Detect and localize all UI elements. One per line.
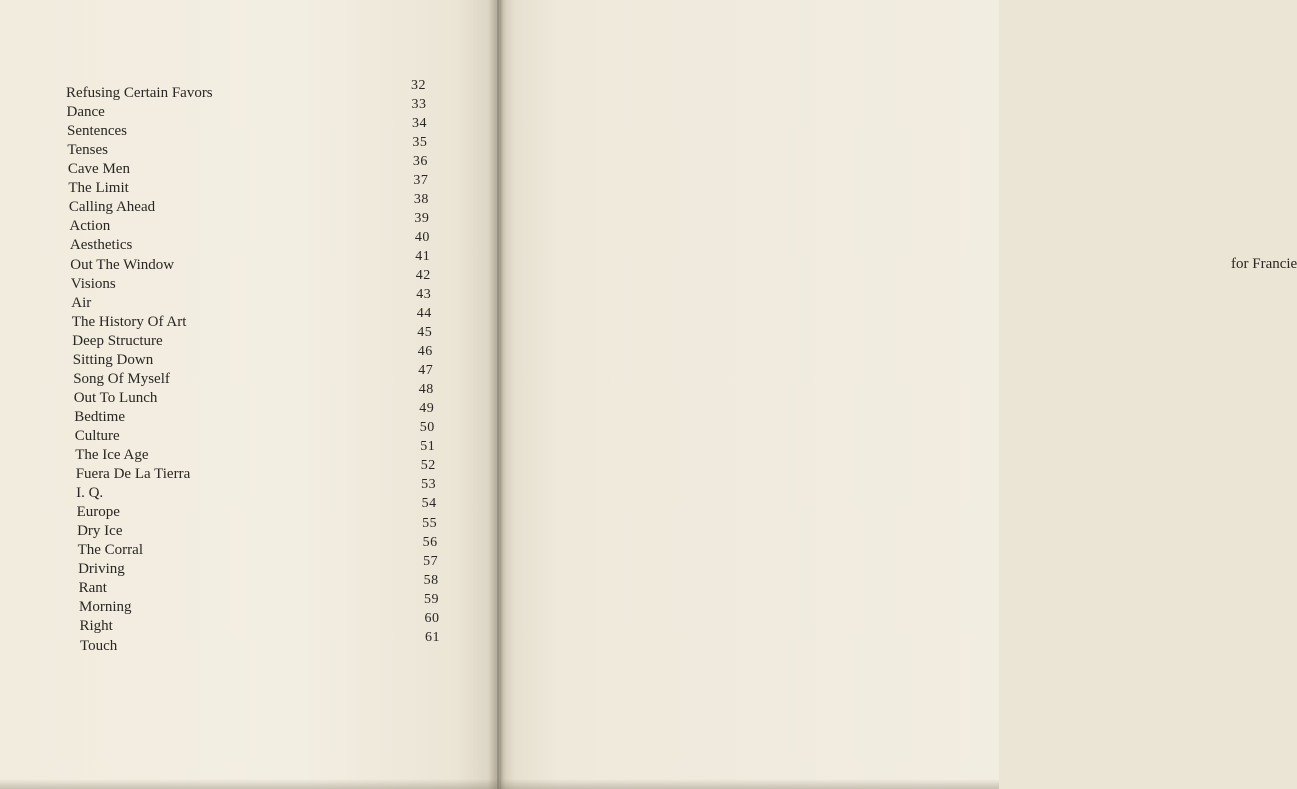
toc-entry-page-number: 50 [419,420,435,436]
toc-entry-page-number: 52 [420,458,436,474]
toc-entry-page-number: 59 [424,591,439,607]
toc-entry-title: The Ice Age [75,446,149,463]
toc-entry-title: Fuera De La Tierra [75,466,191,482]
toc-entry-page-number: 56 [422,534,438,550]
toc-entry-page-number: 55 [422,515,438,531]
toc-entry-title: Rant [78,580,107,597]
toc-entry-page-number: 42 [415,268,431,284]
toc-entry-title: Touch [80,637,118,654]
toc-entry-title: Out The Window [70,256,175,273]
toc-entry-title: Driving [78,561,125,578]
toc-entry-page-number: 51 [420,439,436,455]
toc-entry-title: Refusing Certain Favors [66,85,213,101]
toc-entry-title: Bedtime [74,408,126,425]
toc-entry-page-number: 47 [418,363,434,379]
toc-entry-title: Deep Structure [72,332,163,349]
toc-entry-page-number: 33 [411,97,427,112]
toc-entry-title: Morning [79,599,132,616]
toc-entry-page-number: 32 [411,78,426,93]
toc-entry-title: The Limit [68,180,129,197]
toc-entry-page-number: 61 [425,629,440,645]
toc-entry-title: Europe [76,504,120,521]
toc-entry-page-number: 35 [412,135,428,151]
toc-entry-title: Visions [70,275,116,292]
dedication-text: for Francie [1231,256,1297,272]
toc-entry-page-number: 57 [423,553,439,569]
toc-entry-title: I. Q. [76,485,104,502]
toc-entry-title: Out To Lunch [73,389,158,406]
toc-entry-page-number: 36 [412,154,428,170]
toc-entry-title: The History Of Art [71,313,187,330]
toc-entry-title: The Corral [77,542,143,559]
page-bottom-edge [0,779,999,789]
toc-entry-title: Cave Men [67,161,130,178]
toc-entry-title: Sitting Down [72,351,154,368]
toc-entry-page-number: 38 [413,192,429,208]
toc-entry-page-number: 40 [414,230,430,246]
toc-entry-title: Aesthetics [69,237,133,254]
toc-entry-page-number: 34 [412,116,427,131]
toc-entry-title: Culture [74,427,120,444]
toc-entry-title: Right [79,618,113,635]
toc-entry-title: Air [71,294,92,311]
toc-entry-title: Dance [66,104,105,120]
left-page [0,0,496,789]
toc-entry-page-number: 45 [417,325,433,341]
toc-entry-page-number: 41 [415,249,431,265]
toc-entry-page-number: 60 [424,610,440,626]
toc-entry-page-number: 37 [413,173,429,189]
toc-entry-page-number: 53 [421,477,437,493]
toc-entry-title: Song Of Myself [73,370,170,387]
toc-entry-page-number: 49 [419,401,435,417]
toc-entry-page-number: 39 [414,211,430,227]
toc-entry-page-number: 54 [421,496,437,512]
right-page [500,0,1297,789]
toc-entry-title: Tenses [67,142,108,159]
toc-entry-page-number: 48 [418,382,434,398]
book-gutter [488,0,506,789]
toc-entry-page-number: 58 [423,572,439,588]
toc-entry-title: Action [69,218,111,235]
toc-entry-title: Calling Ahead [68,199,156,216]
toc-entry-title: Sentences [67,123,127,140]
toc-entry-page-number: 46 [417,344,433,360]
toc-entry-page-number: 44 [416,306,432,322]
toc-entry-title: Dry Ice [77,523,123,540]
toc-entry-page-number: 43 [416,287,432,303]
